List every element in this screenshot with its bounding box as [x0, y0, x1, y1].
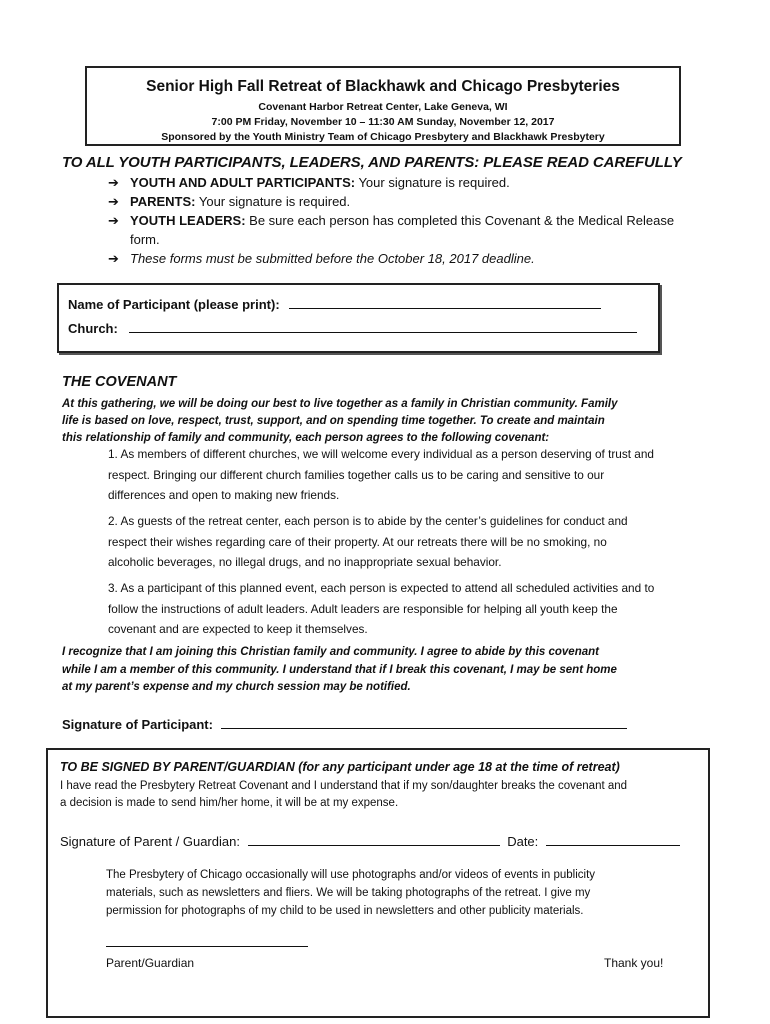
church-label: Church:: [68, 321, 118, 336]
participant-signature-label: Signature of Participant:: [62, 717, 213, 732]
participant-name-label: Name of Participant (please print):: [68, 297, 280, 312]
covenant-item-3: 3. As a participant of this planned event, each person is expected to attend all scheduled activities and to follow the instructions of adult leaders. Adult leaders are responsible for helping all youth keep the covenant and are expected to keep it themselves.: [108, 581, 655, 636]
covenant-heading: THE COVENANT: [62, 374, 177, 390]
parent-heading: TO BE SIGNED BY PARENT/GUARDIAN (for any participant under age 18 at the time of retreat): [60, 760, 620, 774]
parent-signature-field[interactable]: [248, 832, 500, 846]
instruction-item-continued: form.: [130, 232, 160, 247]
thank-you-text: Thank you!: [604, 956, 664, 970]
recognition-statement: I recognize that I am joining this Christian family and community. I agree to abide by this covenant while I am a member of this community. I understand that if I break this covenant, I may be sent home at my parent’s expense and my church session may be notified.: [62, 646, 617, 693]
parent-statement: I have read the Presbytery Retreat Covenant and I understand that if my son/daughter breaks the covenant and a decision is made to send him/her home, it will be at my expense.: [60, 780, 628, 809]
date-label: Date:: [507, 834, 539, 849]
church-row: [68, 319, 637, 336]
participant-info-box: [57, 283, 660, 353]
covenant-intro: At this gathering, we will be doing our best to live together as a family in Christian community. Family life is based on love, respect, trust, support, and on spending time together. To create and maintain this relationship of family and community, each person agrees to the following covenant:: [62, 398, 618, 444]
participant-name-row: [68, 295, 601, 312]
photo-permission-text: The Presbytery of Chicago occasionally will use photographs and/or videos of events in publicity materials, such as newsletters and fliers. We will be taking photographs of the retreat. I give my permission for photographs of my child to be used in newsletters and other publicity materials.: [106, 869, 596, 917]
instruction-item: ➔ YOUTH LEADERS: Be sure each person has completed this Covenant & the Medical Release: [108, 213, 675, 228]
instruction-deadline: ➔ These forms must be submitted before the October 18, 2017 deadline.: [108, 251, 535, 266]
parent-guardian-signature-line[interactable]: [106, 946, 308, 947]
participant-signature-row: [62, 715, 627, 732]
instruction-item: ➔ YOUTH AND ADULT PARTICIPANTS: Your signature is required.: [108, 175, 510, 190]
parent-signature-label: Signature of Parent / Guardian:: [60, 834, 240, 849]
event-dates: 7:00 PM Friday, November 10 – 11:30 AM Sunday, November 12, 2017: [211, 116, 555, 128]
instructions-heading: TO ALL YOUTH PARTICIPANTS, LEADERS, AND PARENTS: PLEASE READ CAREFULLY: [62, 154, 682, 171]
date-field[interactable]: [546, 832, 680, 846]
instruction-item: ➔ PARENTS: Your signature is required.: [108, 194, 351, 209]
arrow-icon: ➔: [108, 175, 119, 190]
header-box: [85, 66, 681, 146]
event-sponsor: Sponsored by the Youth Ministry Team of Chicago Presbytery and Blackhawk Presbytery: [161, 131, 605, 143]
participant-name-field[interactable]: [289, 295, 601, 309]
arrow-icon: ➔: [108, 213, 119, 228]
covenant-item-1: 1. As members of different churches, we will welcome every individual as a person deserving of trust and respect. Bringing our different church families together calls us to be caring and sensitive to our differences and open to making new friends.: [108, 447, 654, 502]
church-field[interactable]: [129, 319, 637, 333]
arrow-icon: ➔: [108, 251, 119, 266]
event-title: Senior High Fall Retreat of Blackhawk and Chicago Presbyteries: [146, 78, 620, 95]
parent-signature-row: [60, 832, 680, 849]
parent-guardian-box: [46, 748, 710, 1018]
participant-signature-field[interactable]: [221, 715, 627, 729]
event-location: Covenant Harbor Retreat Center, Lake Geneva, WI: [258, 101, 508, 113]
arrow-icon: ➔: [108, 194, 119, 209]
covenant-item-2: 2. As guests of the retreat center, each person is to abide by the center’s guidelines for conduct and respect their wishes regarding care of their property. At our retreats there will be no smoking, no alcoholic beverages, no illegal drugs, and no inappropriate sexual behavior.: [108, 514, 628, 569]
parent-guardian-label: Parent/Guardian: [106, 956, 195, 970]
